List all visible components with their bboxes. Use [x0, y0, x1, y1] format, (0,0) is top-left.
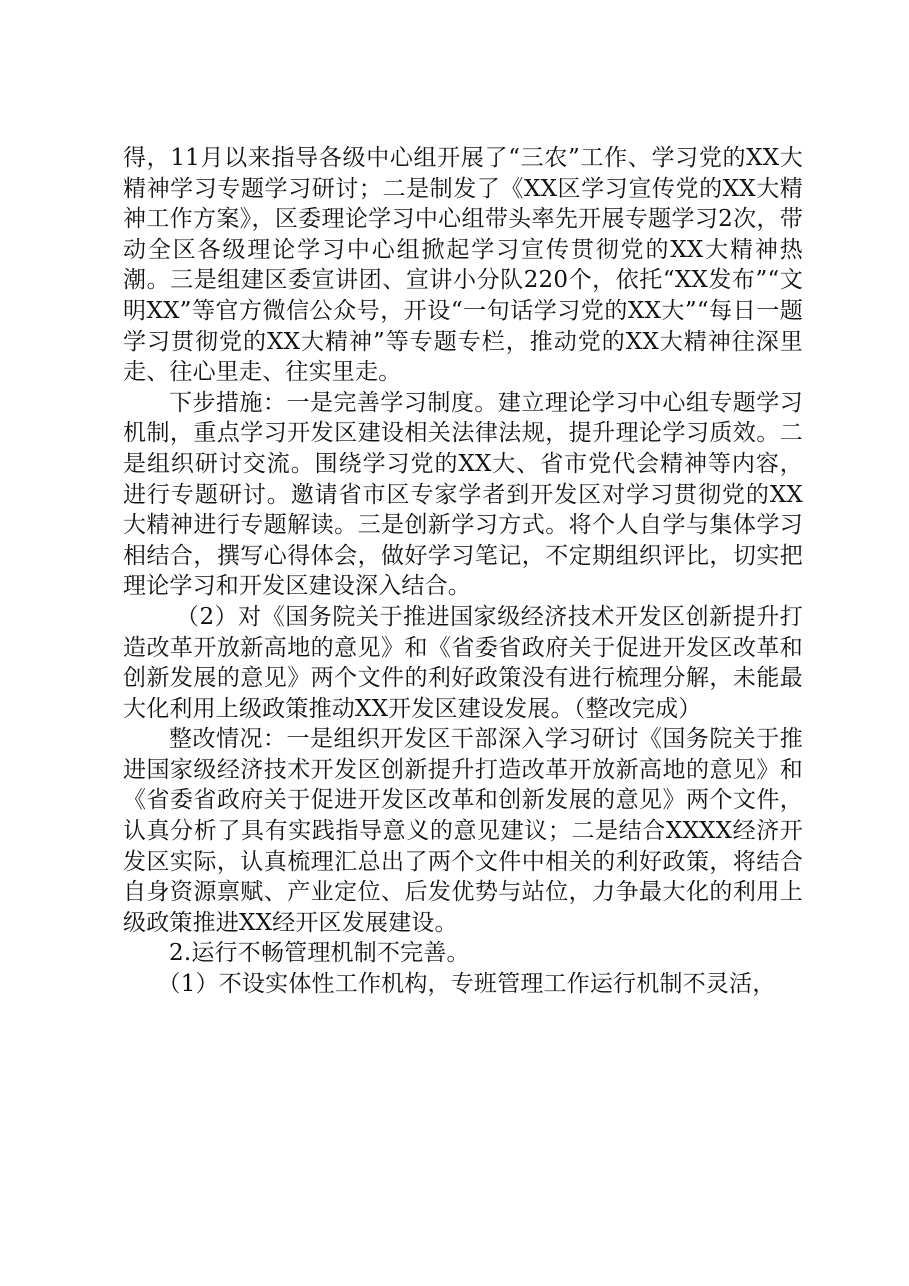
paragraph-issue-1: （1）不设实体性工作机构，专班管理工作运行机制不灵活， [157, 971, 776, 998]
paragraph-issue-2: （2）对《国务院关于推进国家级经济技术开发区创新提升打造改革开放新高地的意见》和《省委省政府关于促进开发区改革和创新发展的意见》两个文件的利好政策没有进行梳理分解，未能最大化利用上级政策推动XX开发区建设发展。（整改完成） [123, 603, 803, 722]
paragraph-rectification: 整改情况：一是组织开发区干部深入学习研讨《国务院关于推进国家级经济技术开发区创新提升打造改革开放新高地的意见》和《省委省政府关于促进开发区改革和创新发展的意见》两个文件，认真分析了具有实践指导意义的意见建议；二是结合XXXX经济开发区实际，认真梳理汇总出了两个文件中相关的利好政策，将结合自身资源禀赋、产业定位、后发优势与站位，力争最大化的利用上级政策推进XX经开区发展建设。 [123, 726, 803, 936]
section-heading-2: 2.运行不畅管理机制不完善。 [169, 940, 470, 967]
document-body [123, 143, 803, 1000]
paragraph-next-steps: 下步措施：一是完善学习制度。建立理论学习中心组专题学习机制，重点学习开发区建设相关法律法规，提升理论学习质效。二是组织研讨交流。围绕学习党的XX大、省市党代会精神等内容，进行专题研讨。邀请省市区专家学者到开发区对学习贯彻党的XX大精神进行专题解读。三是创新学习方式。将个人自学与集体学习相结合，撰写心得体会，做好学习笔记，不定期组织评比，切实把理论学习和开发区建设深入结合。 [123, 389, 803, 600]
paragraph-continuation: 得，11月以来指导各级中心组开展了“三农”工作、学习党的XX大精神学习专题学习研讨；二是制发了《XX区学习宣传党的XX大精神工作方案》，区委理论学习中心组带头率先开展专题学习2次，带动全区各级理论学习中心组掀起学习宣传贯彻党的XX大精神热潮。三是组建区委宣讲团、宣讲小分队220个，依托“XX发布”“文明XX”等官方微信公众号，开设“一句话学习党的XX大”“每日一题学习贯彻党的XX大精神”等专题专栏，推动党的XX大精神往深里走、往心里走、往实里走。 [123, 145, 803, 386]
